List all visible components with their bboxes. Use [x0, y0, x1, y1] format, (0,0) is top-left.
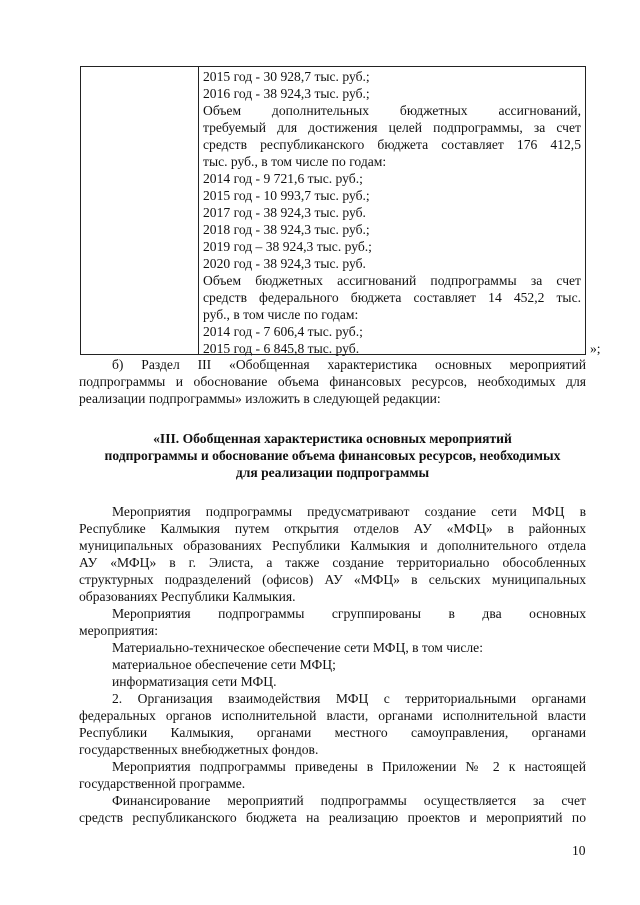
- intro-line: реализации подпрограммы» изложить в следующей редакции:: [79, 391, 441, 406]
- table-line: 2014 год - 9 721,6 тыс. руб.;: [203, 171, 363, 186]
- body-line: материальное обеспечение сети МФЦ;: [112, 657, 336, 672]
- table-line: 2017 год - 38 924,3 тыс. руб.: [203, 205, 366, 220]
- closing-quote: »;: [590, 341, 601, 356]
- table-line: 2015 год - 6 845,8 тыс. руб.: [203, 341, 360, 356]
- body-line: образованиях Республики Калмыкия.: [79, 589, 296, 604]
- body-line: Республике Калмыкия путем открытия отделов АУ «МФЦ» в районных: [79, 521, 586, 536]
- body-line: мероприятия:: [79, 623, 159, 638]
- page-number: 10: [572, 843, 586, 858]
- body-line: федеральных органов исполнительной власти, органами исполнительной власти: [79, 708, 586, 723]
- table-line: 2014 год - 7 606,4 тыс. руб.;: [203, 324, 363, 339]
- body-line: государственных внебюджетных фондов.: [79, 742, 319, 757]
- table-line: 2019 год – 38 924,3 тыс. руб.;: [203, 239, 372, 254]
- body-line: Мероприятия подпрограммы сгруппированы в два основных: [112, 606, 586, 621]
- table-line: средств федерального бюджета составляет 14 452,2 тыс.: [203, 290, 581, 305]
- body-line: средств республиканского бюджета на реализацию проектов и мероприятий по: [79, 810, 586, 825]
- section-heading-line: «III. Обобщенная характеристика основных мероприятий: [153, 431, 512, 446]
- body-line: АУ «МФЦ» в г. Элиста, а также создание территориально обособленных: [79, 555, 586, 570]
- body-line: структурных подразделений (офисов) АУ «МФЦ» в сельских муниципальных: [79, 572, 586, 587]
- table-line: 2018 год - 38 924,3 тыс. руб.;: [203, 222, 370, 237]
- body-line: муниципальных образованиях Республики Калмыкия и дополнительного отдела: [79, 538, 586, 553]
- body-line: 2. Организация взаимодействия МФЦ с территориальными органами: [112, 691, 586, 706]
- body-line: Финансирование мероприятий подпрограммы осуществляется за счет: [112, 793, 586, 808]
- section-heading-line: подпрограммы и обоснование объема финансовых ресурсов, необходимых: [104, 448, 561, 463]
- table-line: 2015 год - 10 993,7 тыс. руб.;: [203, 188, 370, 203]
- table-line: 2020 год - 38 924,3 тыс. руб.: [203, 256, 366, 271]
- table-line: 2015 год - 30 928,7 тыс. руб.;: [203, 69, 370, 84]
- table-line: Объем бюджетных ассигнований подпрограммы за счет: [203, 273, 581, 288]
- body-line: государственной программе.: [79, 776, 246, 791]
- section-heading-line: для реализации подпрограммы: [235, 465, 430, 480]
- body-line: Республики Калмыкия, органами местного самоуправления, органами: [79, 725, 586, 740]
- body-line: Материально-техническое обеспечение сети МФЦ, в том числе:: [112, 640, 483, 655]
- table-line: средств республиканского бюджета составляет 176 412,5: [203, 137, 581, 152]
- table-line: тыс. руб., в том числе по годам:: [203, 154, 387, 169]
- table-line: 2016 год - 38 924,3 тыс. руб.;: [203, 86, 370, 101]
- intro-line: б) Раздел III «Обобщенная характеристика основных мероприятий: [112, 357, 586, 372]
- table-right-column: [200, 67, 581, 354]
- funding-table: [80, 66, 586, 355]
- body-line: Мероприятия подпрограммы приведены в Приложении № 2 к настоящей: [112, 759, 586, 774]
- table-line: требуемый для достижения целей подпрограммы, за счет: [203, 120, 581, 135]
- intro-line: подпрограммы и обоснование объема финансовых ресурсов, необходимых для: [79, 374, 586, 389]
- table-line: Объем дополнительных бюджетных ассигнований,: [203, 103, 581, 118]
- table-left-column: [81, 67, 199, 354]
- table-line: руб., в том числе по годам:: [203, 307, 359, 322]
- body-line: Мероприятия подпрограммы предусматривают создание сети МФЦ в: [112, 504, 586, 519]
- body-line: информатизация сети МФЦ.: [112, 674, 277, 689]
